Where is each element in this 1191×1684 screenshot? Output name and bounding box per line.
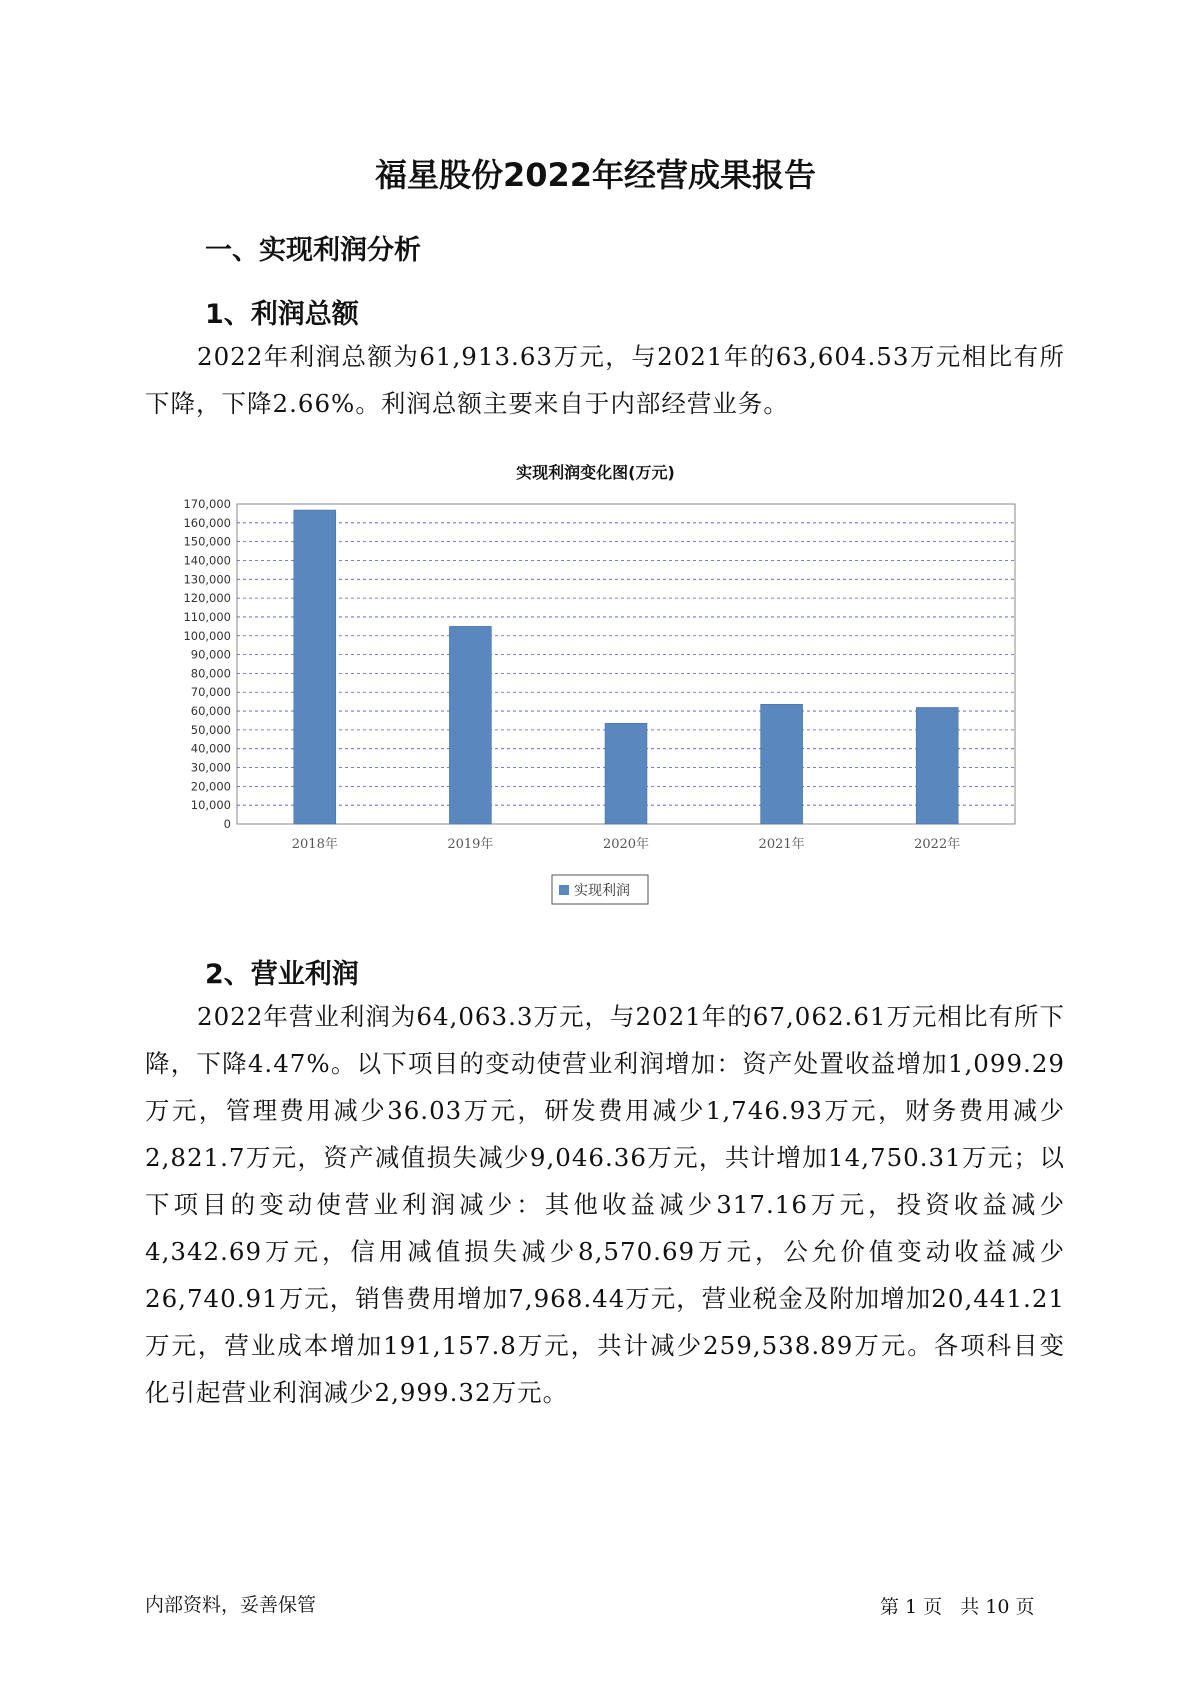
y-tick-label: 140,000 (183, 553, 231, 568)
x-tick-label: 2020年 (602, 837, 650, 852)
legend-swatch (559, 885, 569, 895)
y-tick-label: 70,000 (190, 685, 231, 700)
total-profit-paragraph: 2022年利润总额为61,913.63万元，与2021年的63,604.53万元相比有所下降，下降2.66%。利润总额主要来自于内部经营业务。 (145, 342, 1065, 418)
y-tick-label: 10,000 (190, 798, 231, 813)
y-tick-label: 120,000 (183, 591, 231, 606)
y-tick-label: 130,000 (183, 572, 231, 587)
y-tick-label: 20,000 (190, 779, 231, 794)
profit-bar-chart (160, 490, 1040, 930)
legend-label: 实现利润 (574, 883, 630, 899)
y-tick-label: 100,000 (183, 628, 231, 643)
x-tick-label: 2018年 (291, 837, 338, 852)
chart-title: 实现利润变化图(万元) (516, 463, 675, 482)
y-tick-label: 60,000 (190, 704, 231, 719)
y-tick-label: 50,000 (190, 722, 231, 737)
footer-page-number: 第 1 页 共 10 页 (880, 1596, 1035, 1618)
y-tick-label: 40,000 (190, 741, 231, 756)
legend (552, 875, 648, 904)
x-tick-label: 2021年 (758, 837, 805, 852)
bar-3 (605, 723, 647, 824)
report-title: 福星股份2022年经营成果报告 (374, 156, 817, 194)
y-tick-label: 160,000 (183, 515, 231, 530)
x-tick-label: 2022年 (914, 837, 961, 852)
y-tick-label: 150,000 (183, 534, 231, 549)
y-tick-label: 80,000 (190, 666, 231, 681)
subsection-heading-operating-profit: 2、营业利润 (205, 959, 359, 990)
bar-2 (449, 626, 491, 824)
x-tick-label: 2019年 (447, 837, 494, 852)
y-tick-label: 0 (223, 817, 231, 831)
operating-profit-paragraph: 2022年营业利润为64,063.3万元，与2021年的67,062.61万元相比有所下降，下降4.47%。以下项目的变动使营业利润增加：资产处置收益增加1,099.29万元，管理费用减少36.03万元，研发费用减少1,746.93万元，财务费用减少2,821.7万元，资产减值损失减少9,046.36万元，共计增加14,750.31万元；以下项目的变动使营业利润减少：其他收益减少317.16万元，投资收益减少4,342.69万元，信用减值损失减少8,570.69万元，公允价值变动收益减少26,740.91万元，销售费用增加7,968.44万元，营业税金及附加增加20,441.21万元，营业成本增加191,157.8万元，共计减少259,538.89万元。各项科目变化引起营业利润减少2,999.32万元。 (145, 1002, 1065, 1407)
y-tick-label: 90,000 (190, 647, 231, 662)
y-axis-labels (183, 497, 231, 831)
section-heading-profit-analysis: 一、实现利润分析 (205, 235, 421, 266)
y-tick-label: 110,000 (183, 609, 231, 624)
y-tick-label: 30,000 (190, 760, 231, 775)
bar-5 (916, 707, 958, 824)
y-tick-label: 170,000 (183, 497, 231, 511)
bar-1 (294, 510, 336, 824)
x-axis-labels (292, 836, 960, 852)
bar-4 (761, 704, 803, 824)
subsection-heading-total-profit: 1、利润总额 (205, 299, 359, 330)
footer-confidential-note: 内部资料，妥善保管 (145, 1594, 317, 1616)
